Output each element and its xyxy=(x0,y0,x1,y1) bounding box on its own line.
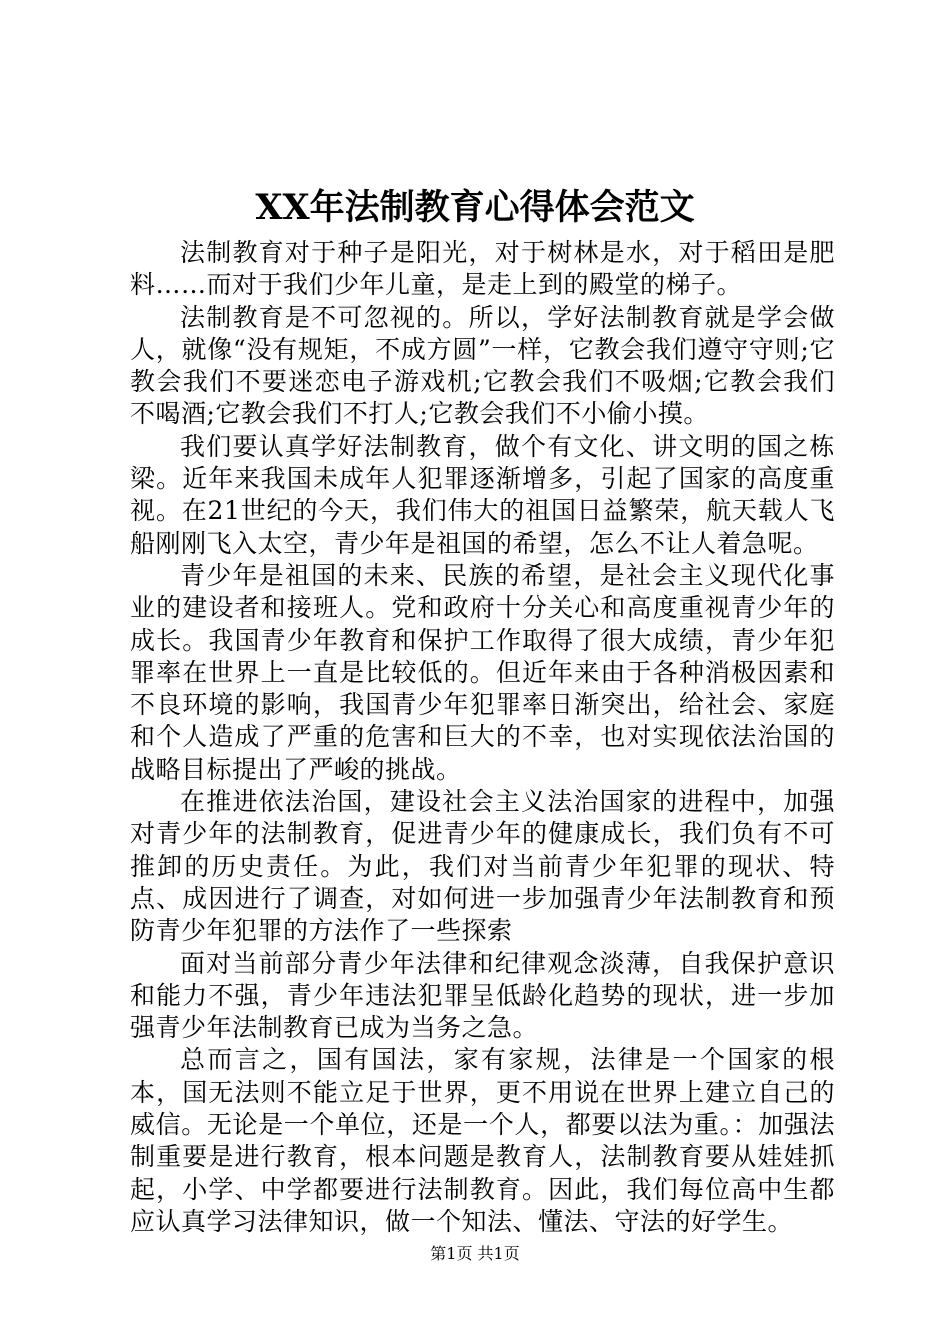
page-footer: 第1页 共1页 xyxy=(430,1244,520,1263)
document-body xyxy=(130,237,835,1238)
paragraph: 青少年是祖国的未来、民族的希望，是社会主义现代化事业的建设者和接班人。党和政府十分关心和高度重视青少年的成长。我国青少年教育和保护工作取得了很大成绩，青少年犯罪率在世界上一直是比较低的。但近年来由于各种消极因素和不良环境的影响，我国青少年犯罪率日渐突出，给社会、家庭和个人造成了严重的危害和巨大的不幸，也对实现依法治国的战略目标提出了严峻的挑战。 xyxy=(130,560,835,784)
paragraph: 在推进依法治国，建设社会主义法治国家的进程中，加强对青少年的法制教育，促进青少年的健康成长，我们负有不可推卸的历史责任。为此，我们对当前青少年犯罪的现状、特点、成因进行了调查，对如何进一步加强青少年法制教育和预防青少年犯罪的方法作了一些探索 xyxy=(130,787,835,946)
paragraph: 法制教育对于种子是阳光，对于树林是水，对于稻田是肥料……而对于我们少年儿童，是走上到的殿堂的梯子。 xyxy=(130,238,835,300)
paragraph: 法制教育是不可忽视的。所以，学好法制教育就是学会做人，就像“没有规矩，不成方圆”一样，它教会我们遵守守则;它教会我们不要迷恋电子游戏机;它教会我们不吸烟;它教会我们不喝酒;它教会我们不打人;它教会我们不小偷小摸。 xyxy=(130,302,835,429)
paragraph: 总而言之，国有国法，家有家规，法律是一个国家的根本，国无法则不能立足于世界，更不用说在世界上建立自己的威信。无论是一个单位，还是一个人，都要以法为重。：加强法制重要是进行教育，根本问题是教育人，法制教育要从娃娃抓起，小学、中学都要进行法制教育。因此，我们每位高中生都应认真学习法律知识，做一个知法、懂法、守法的好学生。 xyxy=(130,1045,835,1236)
paragraph: 我们要认真学好法制教育，做个有文化、讲文明的国之栋梁。近年来我国未成年人犯罪逐渐增多，引起了国家的高度重视。在21世纪的今天，我们伟大的祖国日益繁荣，航天载人飞船刚刚飞入太空，青少年是祖国的希望，怎么不让人着急呢。 xyxy=(130,431,835,558)
paragraph: 面对当前部分青少年法律和纪律观念淡薄，自我保护意识和能力不强，青少年违法犯罪呈低龄化趋势的现状，进一步加强青少年法制教育已成为当务之急。 xyxy=(130,948,835,1043)
document-title: XX年法制教育心得体会范文 xyxy=(255,187,695,228)
